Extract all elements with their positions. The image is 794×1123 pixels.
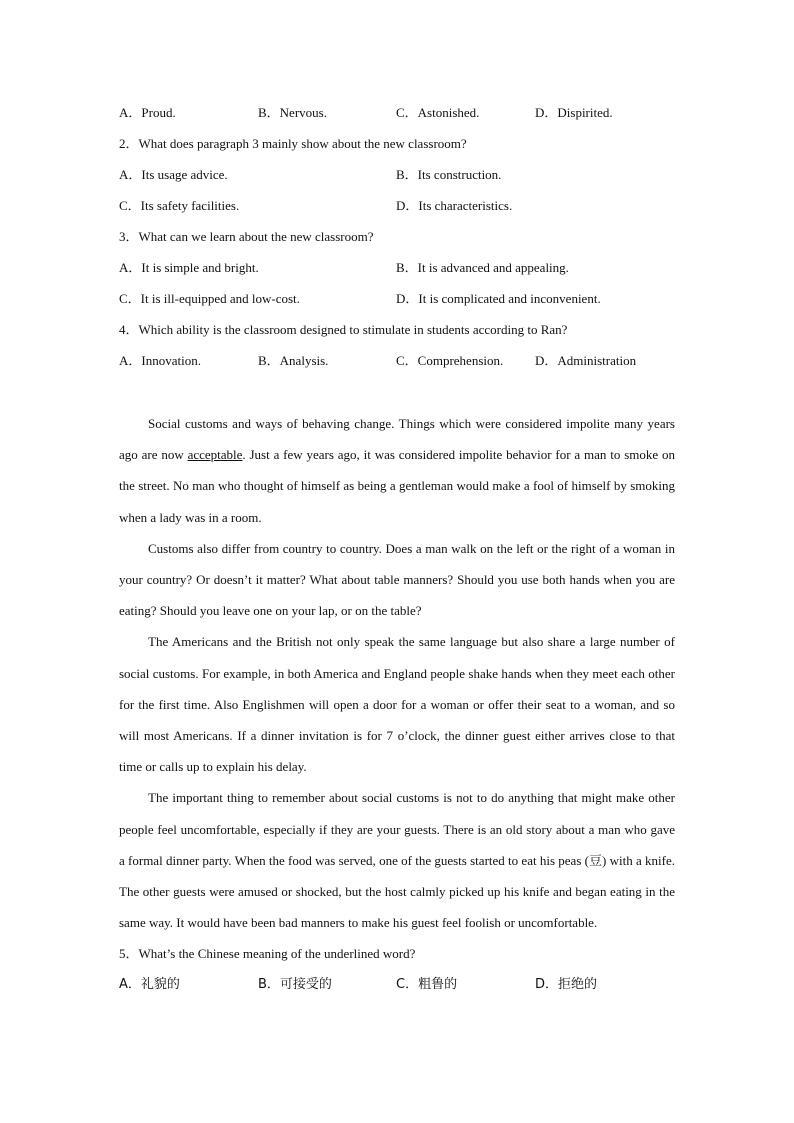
q5-question: 5．What’s the Chinese meaning of the underlined word? bbox=[119, 946, 416, 962]
q5-option-c[interactable]: C．粗鲁的 bbox=[396, 977, 458, 993]
q4-option-b[interactable]: B．Analysis. bbox=[258, 353, 329, 368]
page-content bbox=[119, 97, 675, 1000]
q5-option-b[interactable]: B．可接受的 bbox=[258, 977, 332, 993]
q5-option-a[interactable]: A．礼貌的 bbox=[119, 977, 180, 993]
q3-options-row2 bbox=[119, 283, 675, 314]
p1-text-before: Social customs and ways of behaving change. Things which were considered impolite many years ago are now bbox=[119, 416, 675, 463]
passage-paragraph-2: Customs also differ from country to country. Does a man walk on the left or the right of a woman in your country? Or doesn’t it matter? What about table manners? Should you use both hands when you are eating? Should you leave one on your lap, or on the table? bbox=[119, 540, 675, 619]
passage-paragraph-4: The important thing to remember about social customs is not to do anything that might make other people feel uncomfortable, especially if they are your guests. There is an old story about a man who gave a formal dinner party. When the food was served, one of the guests started to eat his peas (豆) with a knife. The other guests were amused or shocked, but the host calmly picked up his knife and began eating in the same way. It would have been bad manners to make his guest feel foolish or uncomfortable. bbox=[119, 790, 675, 931]
q2-options-row1 bbox=[119, 159, 675, 190]
q3-question: 3．What can we learn about the new classroom? bbox=[119, 229, 374, 244]
section-gap bbox=[119, 376, 675, 408]
q2-question: 2．What does paragraph 3 mainly show about the new classroom? bbox=[119, 136, 467, 151]
q3-option-b[interactable]: B．It is advanced and appealing. bbox=[396, 260, 569, 275]
q4-option-d[interactable]: D．Administration bbox=[535, 353, 637, 368]
q1-option-b[interactable]: B．Nervous. bbox=[258, 105, 327, 120]
q1-options bbox=[119, 97, 675, 128]
q1-option-d[interactable]: D．Dispirited. bbox=[535, 105, 613, 120]
q2-option-c[interactable]: C．Its safety facilities. bbox=[119, 198, 240, 213]
q2-options-row2 bbox=[119, 190, 675, 221]
q1-option-a[interactable]: A．Proud. bbox=[119, 105, 176, 120]
q4-option-a[interactable]: A．Innovation. bbox=[119, 353, 201, 368]
q2-option-b[interactable]: B．Its construction. bbox=[396, 167, 502, 182]
q5-option-d[interactable]: D．拒绝的 bbox=[535, 977, 598, 993]
q4-option-c[interactable]: C．Comprehension. bbox=[396, 353, 504, 368]
p1-text-after: . Just a few years ago, it was considered impolite behavior for a man to smoke on the street. No man who thought of himself as being a gentleman would make a fool of himself by smoking when a lady was in a room. bbox=[119, 447, 676, 525]
q2-option-d[interactable]: D．Its characteristics. bbox=[396, 198, 513, 213]
q5-options bbox=[119, 969, 675, 1000]
q3-option-d[interactable]: D．It is complicated and inconvenient. bbox=[396, 291, 601, 306]
q3-option-c[interactable]: C．It is ill-equipped and low-cost. bbox=[119, 291, 300, 306]
q3-option-a[interactable]: A．It is simple and bright. bbox=[119, 260, 259, 275]
passage-paragraph-1 bbox=[119, 408, 675, 533]
q4-question: 4．Which ability is the classroom designed to stimulate in students according to Ran? bbox=[119, 322, 568, 337]
underlined-word: acceptable bbox=[187, 447, 243, 463]
q3-options-row1 bbox=[119, 252, 675, 283]
q4-options bbox=[119, 345, 675, 376]
passage-paragraph-3: The Americans and the British not only speak the same language but also share a large number of social customs. For example, in both America and England people shake hands when they meet each other for the first time. Also Englishmen will open a door for a woman or offer their seat to a woman, and so will most Americans. If a dinner invitation is for 7 o’clock, the dinner guest either arrives close to that time or calls up to explain his delay. bbox=[119, 634, 675, 775]
q1-option-c[interactable]: C．Astonished. bbox=[396, 105, 480, 120]
q2-option-a[interactable]: A．Its usage advice. bbox=[119, 167, 228, 182]
